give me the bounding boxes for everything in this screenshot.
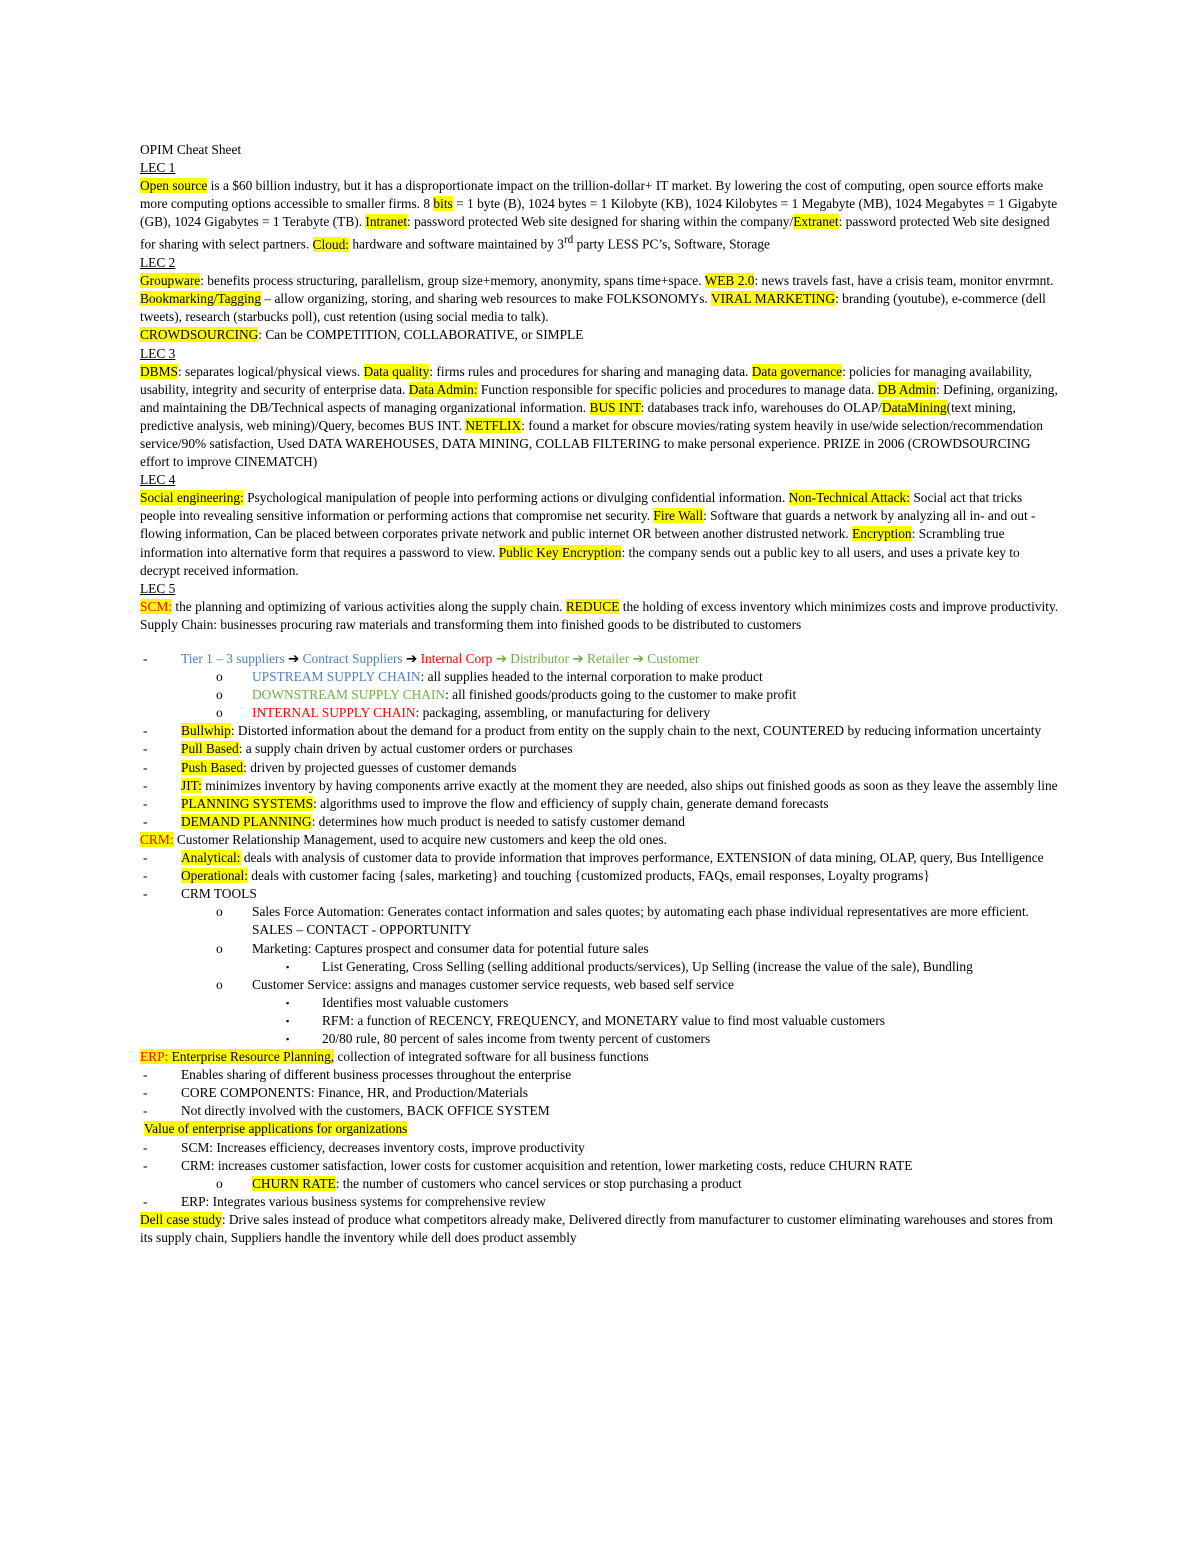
dash-bullet: - bbox=[143, 1067, 148, 1083]
text: : algorithms used to improve the flow and efficiency of supply chain, generate demand forecasts bbox=[313, 795, 829, 811]
text: is a $60 billion industry, but it has a disproportionate impact on the trillion-dollar+ IT market. By lowering the cost of computing, open source efforts make more computing options accessible to smaller firms. 8 bbox=[140, 178, 1044, 212]
chain-distributor: Distributor bbox=[506, 651, 573, 666]
term-fire-wall: Fire Wall bbox=[653, 508, 704, 524]
term-scm: SCM: bbox=[140, 598, 173, 614]
square-bullet: ▪ bbox=[286, 997, 290, 1008]
list-item bbox=[216, 940, 1060, 958]
lec4-paragraph bbox=[140, 489, 1060, 579]
list-item bbox=[143, 885, 1060, 903]
text: : databases track info, warehouses do OLAP/ bbox=[640, 399, 882, 415]
dash-bullet: - bbox=[143, 777, 148, 793]
term-dell-case-study: Dell case study bbox=[140, 1211, 222, 1227]
text: : all supplies headed to the internal corporation to make product bbox=[420, 669, 763, 685]
text: deals with customer facing {sales, marketing} and touching {customized products, FAQs, email responses, Loyalty programs} bbox=[247, 868, 930, 884]
list-item bbox=[143, 759, 1060, 777]
text: party LESS PC’s, Software, Storage bbox=[573, 236, 770, 252]
arrow-right-icon: ➔ bbox=[288, 651, 300, 666]
downstream-text bbox=[252, 686, 1060, 704]
term-non-technical-attack: Non-Technical Attack: bbox=[788, 490, 910, 506]
item-text bbox=[181, 813, 1060, 831]
text: : the company sends out a public key to all users, and uses a private key to decrypt received information. bbox=[140, 544, 1020, 578]
lec5-heading: LEC 5 bbox=[140, 580, 176, 596]
term-erp: ERP: bbox=[140, 1049, 169, 1065]
square-bullet: ▪ bbox=[286, 1033, 290, 1044]
item-text: Not directly involved with the customers, BACK OFFICE SYSTEM bbox=[181, 1103, 550, 1119]
chain-tier-suppliers: Tier 1 – 3 suppliers bbox=[181, 651, 289, 666]
upstream-text bbox=[252, 668, 1060, 686]
arrow-right-icon: ➔ bbox=[632, 651, 644, 666]
term-datamining: DataMining bbox=[881, 399, 947, 415]
term-bullwhip: Bullwhip bbox=[181, 723, 231, 739]
chain-customer: Customer bbox=[643, 651, 700, 666]
dell-case-study bbox=[140, 1211, 1060, 1247]
item-text bbox=[181, 722, 1060, 740]
term-extranet: Extranet bbox=[793, 214, 839, 230]
circle-bullet: o bbox=[216, 669, 223, 685]
term-operational: Operational: bbox=[181, 868, 248, 884]
service-sub-text: 20/80 rule, 80 percent of sales income from twenty percent of customers bbox=[322, 1030, 711, 1046]
marketing-sub-text: List Generating, Cross Selling (selling additional products/services), Up Selling (increase the value of the sale), Bundling bbox=[322, 958, 973, 974]
spacer bbox=[140, 634, 1060, 650]
term-open-source: Open source bbox=[140, 178, 208, 194]
item-text: CRM: increases customer satisfaction, lower costs for customer acquisition and retention, lower marketing costs, reduce CHURN RATE bbox=[181, 1157, 913, 1173]
list-item bbox=[143, 813, 1060, 831]
dash-bullet: - bbox=[143, 723, 148, 739]
circle-bullet: o bbox=[216, 705, 223, 721]
term-data-governance: Data governance bbox=[751, 363, 843, 379]
lec1-heading: LEC 1 bbox=[140, 160, 176, 176]
term-push-based: Push Based bbox=[181, 759, 244, 775]
term-encryption: Encryption bbox=[852, 526, 912, 542]
square-bullet: ▪ bbox=[286, 1015, 290, 1026]
list-item-internal bbox=[216, 704, 1060, 722]
term-churn-rate: CHURN RATE bbox=[252, 1175, 336, 1191]
churn-text bbox=[252, 1175, 1060, 1193]
text: Psychological manipulation of people into performing actions or divulging confidential information. bbox=[243, 490, 789, 506]
item-text bbox=[181, 867, 1060, 885]
text: : Defining, organizing, and maintaining the DB/Technical aspects of managing organizational information. bbox=[140, 381, 1058, 415]
term-erp-full: Enterprise Resource Planning, bbox=[168, 1049, 335, 1065]
list-item bbox=[216, 903, 1060, 939]
text: : Software that guards a network by analyzing all in- and out - flowing information, Can be placed between corporates private network and public internet OR between another distrusted network. bbox=[140, 508, 1036, 542]
list-item bbox=[143, 849, 1060, 867]
term-bus-int: BUS INT bbox=[589, 399, 641, 415]
text: : Can be COMPETITION, COLLABORATIVE, or SIMPLE bbox=[258, 327, 584, 343]
item-text bbox=[181, 777, 1060, 795]
list-item bbox=[143, 722, 1060, 740]
service-sub-text: Identifies most valuable customers bbox=[322, 994, 509, 1010]
sfa-text: Sales Force Automation: Generates contact information and sales quotes; by automating each phase individual representatives are more efficient. SALES – CONTACT - OPPORTUNITY bbox=[252, 904, 1029, 938]
term-jit: JIT: bbox=[181, 777, 202, 793]
item-text: SCM: Increases efficiency, decreases inventory costs, improve productivity bbox=[181, 1139, 585, 1155]
dash-bullet: - bbox=[143, 1103, 148, 1119]
item-text bbox=[181, 759, 1060, 777]
text: : driven by projected guesses of customer demands bbox=[243, 759, 517, 775]
dash-bullet: - bbox=[143, 741, 148, 757]
text: – allow organizing, storing, and sharing web resources to make FOLKSONOMYs. bbox=[261, 291, 711, 307]
item-text bbox=[181, 740, 1060, 758]
text: minimizes inventory by having components arrive exactly at the moment they are needed, also ships out finished goods as soon as they leave the assembly line bbox=[201, 777, 1058, 793]
term-planning-systems: PLANNING SYSTEMS bbox=[181, 795, 314, 811]
text: Customer Relationship Management, used to acquire new customers and keep the old ones. bbox=[173, 831, 667, 847]
term-web20: WEB 2.0 bbox=[704, 273, 755, 289]
circle-bullet: o bbox=[216, 687, 223, 703]
circle-bullet: o bbox=[216, 976, 223, 992]
term-dbms: DBMS bbox=[140, 363, 178, 379]
service-text: Customer Service: assigns and manages customer service requests, web based self service bbox=[252, 976, 734, 992]
term-public-key-encryption: Public Key Encryption bbox=[498, 544, 622, 560]
list-item bbox=[143, 1193, 1060, 1211]
text: hardware and software maintained by 3 bbox=[349, 236, 564, 252]
item-text bbox=[181, 795, 1060, 813]
document-title: OPIM Cheat Sheet bbox=[140, 142, 242, 157]
list-item-downstream bbox=[216, 686, 1060, 704]
dash-bullet: - bbox=[143, 759, 148, 775]
text: : policies for managing availability, usability, integrity and security of enterprise data. bbox=[140, 363, 1032, 397]
list-item bbox=[143, 740, 1060, 758]
text: : separates logical/physical views. bbox=[177, 363, 364, 379]
text: : Scrambling true information into alternative form that requires a password to view. bbox=[140, 526, 1005, 560]
square-bullet: ▪ bbox=[286, 961, 290, 972]
text: : a supply chain driven by actual customer orders or purchases bbox=[238, 741, 573, 757]
term-db-admin: DB Admin bbox=[877, 381, 937, 397]
term-internal: INTERNAL SUPPLY CHAIN bbox=[252, 705, 416, 721]
dash-bullet: - bbox=[143, 813, 148, 829]
value-heading-line bbox=[140, 1120, 1060, 1138]
document-page bbox=[140, 141, 1060, 1247]
term-crm: CRM: bbox=[140, 831, 174, 847]
text: : Drive sales instead of produce what competitors already make, Delivered directly from manufacturer to customer eliminating warehouses and stores from its supply chain, Suppliers handle the inventory while dell does product assembly bbox=[140, 1211, 1053, 1245]
list-item-upstream bbox=[216, 668, 1060, 686]
lec4-heading: LEC 4 bbox=[140, 472, 176, 488]
lec3-paragraph bbox=[140, 363, 1060, 472]
chain-line bbox=[181, 650, 1060, 668]
dash-bullet: - bbox=[143, 1193, 148, 1209]
item-text: CORE COMPONENTS: Finance, HR, and Production/Materials bbox=[181, 1085, 529, 1101]
circle-bullet: o bbox=[216, 940, 223, 956]
dash-bullet: - bbox=[143, 850, 148, 866]
list-item bbox=[286, 1012, 1060, 1030]
list-item bbox=[286, 1030, 1060, 1048]
term-data-admin: Data Admin: bbox=[408, 381, 478, 397]
arrow-right-icon: ➔ bbox=[406, 651, 418, 666]
item-text: Enables sharing of different business processes throughout the enterprise bbox=[181, 1067, 572, 1083]
crm-tools-text: CRM TOOLS bbox=[181, 886, 257, 902]
list-item bbox=[143, 1157, 1060, 1175]
term-bits: bits bbox=[433, 196, 453, 212]
term-crowdsourcing: CROWDSOURCING bbox=[140, 327, 259, 343]
text: : branding (youtube), e-commerce (dell tweets), research (starbucks poll), cust retention (using social media to talk). bbox=[140, 291, 1046, 325]
term-groupware: Groupware bbox=[140, 273, 201, 289]
lec1-paragraph bbox=[140, 177, 1060, 254]
lec3-heading: LEC 3 bbox=[140, 345, 176, 361]
term-intranet: Intranet bbox=[365, 214, 408, 230]
lec2-paragraph bbox=[140, 272, 1060, 326]
list-item bbox=[143, 867, 1060, 885]
text: Social act that tricks people into revealing sensitive information or performing actions that compromise net security. bbox=[140, 490, 1023, 524]
list-item bbox=[286, 994, 1060, 1012]
chain-internal-corp: Internal Corp bbox=[417, 651, 496, 666]
value-heading: Value of enterprise applications for organizations bbox=[144, 1121, 408, 1137]
list-item bbox=[143, 1102, 1060, 1120]
list-item bbox=[143, 1139, 1060, 1157]
term-reduce: REDUCE bbox=[565, 598, 620, 614]
list-item bbox=[143, 1084, 1060, 1102]
chain-contract-suppliers: Contract Suppliers bbox=[299, 651, 406, 666]
term-pull-based: Pull Based bbox=[181, 741, 239, 757]
circle-bullet: o bbox=[216, 904, 223, 920]
list-item bbox=[216, 976, 1060, 994]
list-item bbox=[143, 1066, 1060, 1084]
text: : Distorted information about the demand for a product from entity on the supply chain to the next, COUNTERED by reducing information uncertainty bbox=[230, 723, 1042, 739]
text: : the number of customers who cancel services or stop purchasing a product bbox=[335, 1175, 742, 1191]
arrow-right-icon: ➔ bbox=[572, 651, 584, 666]
text: : determines how much product is needed to satisfy customer demand bbox=[311, 813, 685, 829]
text: : packaging, assembling, or manufacturing for delivery bbox=[415, 705, 711, 721]
erp-line bbox=[140, 1048, 1060, 1066]
dash-bullet: - bbox=[143, 868, 148, 884]
service-sub-text: RFM: a function of RECENCY, FREQUENCY, and MONETARY value to find most valuable customers bbox=[322, 1012, 885, 1028]
lec5-paragraph bbox=[140, 598, 1060, 634]
text: : password protected Web site designed for sharing within the company/ bbox=[407, 214, 794, 230]
item-text: ERP: Integrates various business systems for comprehensive review bbox=[181, 1193, 546, 1209]
term-bookmarking: Bookmarking/Tagging bbox=[140, 291, 262, 307]
lec2-crowdsourcing bbox=[140, 326, 1060, 344]
term-netflix: NETFLIX bbox=[465, 417, 522, 433]
chain-retailer: Retailer bbox=[583, 651, 633, 666]
dash-bullet: - bbox=[143, 886, 148, 902]
list-item bbox=[143, 777, 1060, 795]
crm-line bbox=[140, 831, 1060, 849]
text: the planning and optimizing of various activities along the supply chain. bbox=[172, 598, 566, 614]
list-item bbox=[286, 958, 1060, 976]
term-viral-marketing: VIRAL MARKETING bbox=[710, 291, 836, 307]
text: : password protected Web site designed for sharing with select partners. bbox=[140, 214, 1050, 252]
text: Function responsible for specific policies and procedures to manage data. bbox=[477, 381, 878, 397]
text: : benefits process structuring, parallelism, group size+memory, anonymity, spans time+space. bbox=[200, 273, 705, 289]
term-upstream: UPSTREAM SUPPLY CHAIN bbox=[252, 669, 421, 685]
circle-bullet: o bbox=[216, 1175, 223, 1191]
text: : all finished goods/products going to the customer to make profit bbox=[445, 687, 797, 703]
internal-text bbox=[252, 704, 1060, 722]
arrow-right-icon: ➔ bbox=[495, 651, 507, 666]
item-text bbox=[181, 849, 1060, 867]
text: deals with analysis of customer data to provide information that improves performance, EXTENSION of data mining, OLAP, query, Bus Intelligence bbox=[240, 850, 1044, 866]
term-downstream: DOWNSTREAM SUPPLY CHAIN bbox=[252, 687, 446, 703]
text: : firms rules and procedures for sharing and managing data. bbox=[429, 363, 752, 379]
lec2-heading: LEC 2 bbox=[140, 255, 176, 271]
term-demand-planning: DEMAND PLANNING bbox=[181, 813, 312, 829]
text: = 1 byte (B), 1024 bytes = 1 Kilobyte (KB), 1024 Kilobytes = 1 Megabyte (MB), 1024 Megabytes = 1 Gigabyte (GB), 1024 Gigabytes = 1 Terabyte (TB). bbox=[140, 196, 1058, 230]
dash-bullet: - bbox=[143, 1157, 148, 1173]
term-data-quality: Data quality bbox=[363, 363, 430, 379]
marketing-text: Marketing: Captures prospect and consumer data for potential future sales bbox=[252, 940, 649, 956]
term-social-engineering: Social engineering: bbox=[140, 490, 244, 506]
text: : found a market for obscure movies/rating system heavily in use/wide selection/recommendation service/90% satisfaction, Used DATA WAREHOUSES, DATA MINING, COLLAB FILTERING to make personal experience. PRIZE in 2006 (CROWDSOURCING effort to improve CINEMATCH) bbox=[140, 417, 1043, 470]
text: (text mining, predictive analysis, web mining)/Query, becomes BUS INT. bbox=[140, 399, 1016, 433]
dash-bullet: - bbox=[143, 1139, 148, 1155]
text: collection of integrated software for all business functions bbox=[334, 1049, 649, 1065]
list-item bbox=[216, 1175, 1060, 1193]
list-item bbox=[143, 795, 1060, 813]
dash-bullet: - bbox=[143, 1085, 148, 1101]
dash-bullet: - bbox=[143, 651, 148, 666]
text: : news travels fast, have a crisis team, monitor envrmnt. bbox=[754, 273, 1054, 289]
superscript: rd bbox=[563, 234, 574, 247]
term-cloud: Cloud: bbox=[312, 236, 350, 252]
list-item-chain bbox=[143, 650, 1060, 668]
term-analytical: Analytical: bbox=[181, 850, 241, 866]
text: the holding of excess inventory which minimizes costs and improve productivity. Supply Chain: businesses procuring raw materials and transforming them into finished goods to be distributed to customers bbox=[140, 598, 1059, 632]
dash-bullet: - bbox=[143, 795, 148, 811]
